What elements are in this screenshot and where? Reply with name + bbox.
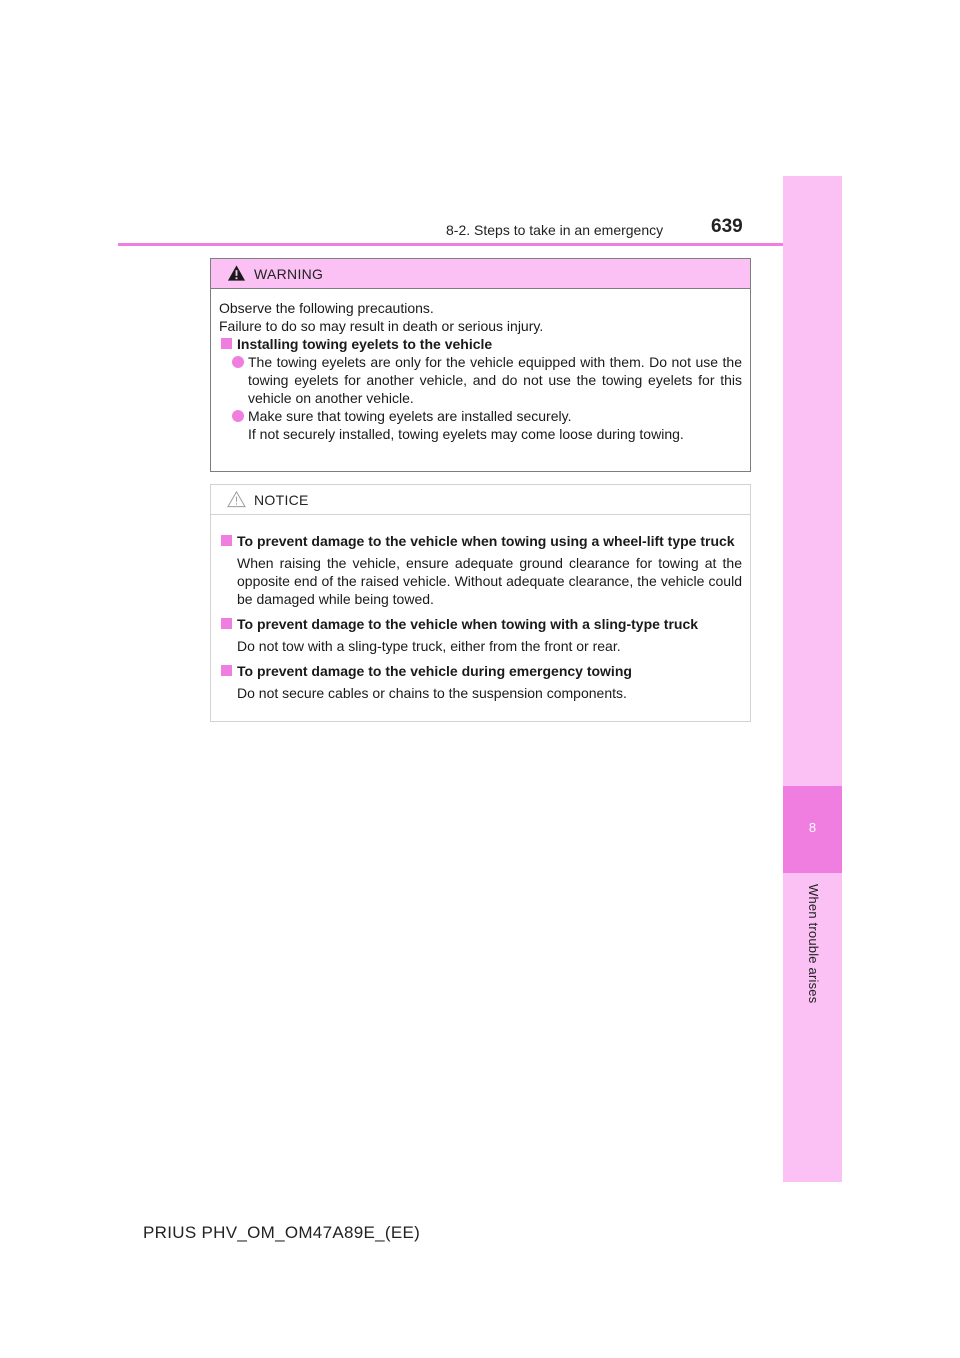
warning-bullet-text-line2: If not securely installed, towing eyelets may come loose during towing.: [248, 426, 684, 442]
notice-box: [210, 484, 751, 722]
notice-header: [211, 485, 750, 515]
page-number: 639: [711, 216, 743, 237]
square-bullet-icon: [221, 618, 232, 629]
notice-label: NOTICE: [254, 492, 309, 508]
warning-bullet: [219, 353, 742, 407]
chapter-number: 8: [808, 820, 817, 835]
notice-section-heading-text: To prevent damage to the vehicle when towing using a wheel-lift type truck: [237, 533, 735, 549]
warning-label: WARNING: [254, 266, 324, 282]
header-rule: [118, 243, 783, 246]
warning-header: [211, 259, 750, 289]
chapter-side-tab[interactable]: [783, 176, 842, 1182]
warning-bullet: [219, 407, 742, 443]
notice-section-heading: [219, 662, 742, 680]
document-id-footer: PRIUS PHV_OM_OM47A89E_(EE): [143, 1223, 421, 1242]
notice-section-text: Do not secure cables or chains to the suspension components.: [237, 685, 627, 701]
warning-triangle-icon: [227, 264, 246, 282]
notice-section-text: Do not tow with a sling-type truck, either from the front or rear.: [237, 638, 621, 654]
square-bullet-icon: [221, 338, 232, 349]
square-bullet-icon: [221, 665, 232, 676]
warning-body: [211, 289, 750, 443]
notice-section-heading: [219, 615, 742, 633]
square-bullet-icon: [221, 535, 232, 546]
notice-section-text: When raising the vehicle, ensure adequate ground clearance for towing at the opposite end of the raised vehicle. Without adequate clearance, the vehicle could be damaged while being towed.: [237, 555, 742, 607]
chapter-title: When trouble arises: [806, 884, 821, 1004]
circle-bullet-icon: [232, 410, 244, 422]
warning-section-heading-text: Installing towing eyelets to the vehicle: [237, 336, 493, 352]
notice-body: [211, 515, 750, 702]
notice-triangle-icon: [227, 490, 246, 508]
circle-bullet-icon: [232, 356, 244, 368]
warning-bullet-text: Make sure that towing eyelets are installed securely.: [248, 408, 572, 424]
warning-box: [210, 258, 751, 472]
notice-section-heading-text: To prevent damage to the vehicle when towing with a sling-type truck: [237, 616, 699, 632]
notice-section-heading-text: To prevent damage to the vehicle during emergency towing: [237, 663, 632, 679]
warning-intro-line2: Failure to do so may result in death or serious injury.: [219, 318, 544, 334]
section-title: 8-2. Steps to take in an emergency: [446, 222, 664, 238]
notice-section-heading: [219, 532, 742, 550]
warning-section-heading: [219, 335, 742, 353]
warning-intro-line1: Observe the following precautions.: [219, 300, 434, 316]
warning-bullet-text: The towing eyelets are only for the vehicle equipped with them. Do not use the towing eyelets for another vehicle, and do not use the towing eyelets for this vehicle on another vehicle.: [248, 354, 742, 406]
